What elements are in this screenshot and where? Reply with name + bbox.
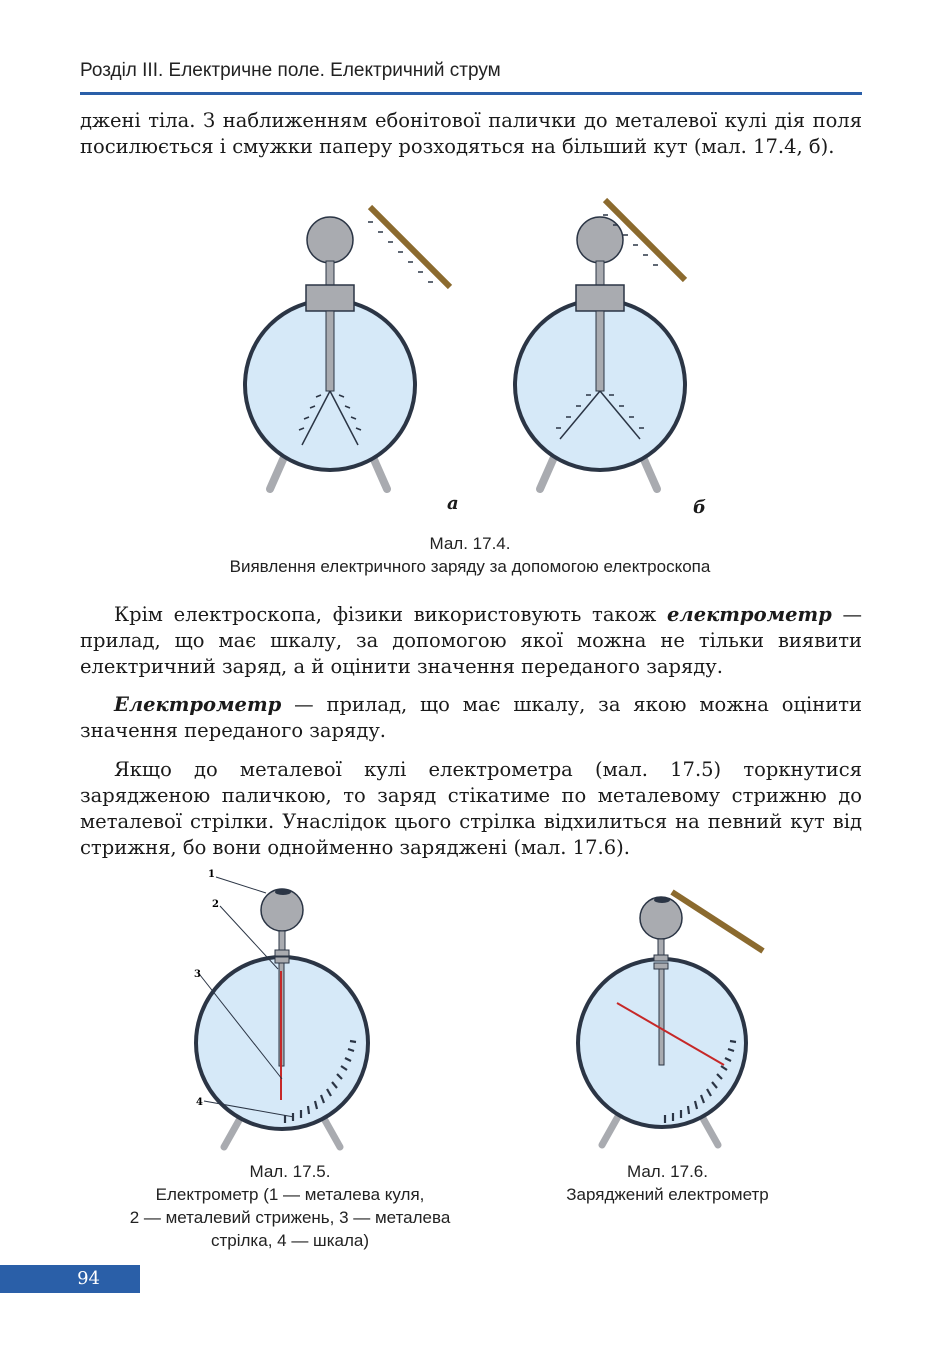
caption-17-6-title: Мал. 17.6. <box>627 1162 708 1181</box>
header-rule <box>80 92 862 95</box>
caption-17-5-line1: Електрометр (1 — металева куля, <box>155 1185 425 1204</box>
paragraph-2 <box>80 602 862 680</box>
caption-17-5-line2: 2 — металевий стрижень, 3 — металева <box>129 1208 451 1227</box>
figure-label-a: а <box>447 493 459 514</box>
paragraph-3-end: — прилад, що має шкалу, за якою можна оцінити значення переданого заряду. <box>80 693 862 742</box>
caption-17-6 <box>520 1160 815 1206</box>
section-header: Розділ III. Електричне поле. Електричний струм <box>80 60 501 81</box>
term-electrometer-definition: Електрометр <box>114 693 282 716</box>
label-1: 1 <box>208 869 215 880</box>
paragraph-2-end: — прилад, що має шкалу, за допомогою якої можна не тільки виявити електричний заряд, а й оцінити значення переданого заряду. <box>80 603 862 678</box>
electroscope-b <box>515 200 685 489</box>
label-2: 2 <box>212 899 219 910</box>
page-number: 94 <box>77 1268 100 1289</box>
label-3: 3 <box>194 969 201 980</box>
figure-label-b: б <box>693 497 706 518</box>
caption-17-4 <box>120 532 820 578</box>
paragraph-3 <box>80 692 862 744</box>
label-4: 4 <box>196 1097 203 1108</box>
paragraph-4: Якщо до металевої кулі електрометра (мал. 17.5) торкнутися зарядженою паличкою, то заряд стікатиме по металевому стрижню до металевої стрілки. Унаслідок цього стрілка відхилиться на певний кут від стрижня, бо вони однойменно заряджені (мал. 17.6). <box>80 758 862 859</box>
electroscope-a <box>245 207 450 489</box>
caption-17-5 <box>100 1160 480 1252</box>
term-electrometer: електрометр <box>667 603 832 626</box>
caption-17-5-line3: стрілка, 4 — шкала) <box>211 1231 369 1250</box>
figure-17-5 <box>190 865 390 1155</box>
figure-17-4 <box>230 195 710 500</box>
caption-17-6-text: Заряджений електрометр <box>566 1185 769 1204</box>
caption-17-4-title: Мал. 17.4. <box>429 534 511 553</box>
paragraph-1: джені тіла. З наближенням ебонітової палички до металевої кулі дія поля посилюється і смужки паперу розходяться на більший кут (мал. 17.4, б). <box>80 109 862 158</box>
caption-17-4-text: Виявлення електричного заряду за допомогою електроскопа <box>229 557 711 576</box>
figure-17-6 <box>570 885 770 1150</box>
caption-17-5-title: Мал. 17.5. <box>249 1162 331 1181</box>
paragraph-2-start: Крім електроскопа, фізики використовують також <box>114 603 668 626</box>
